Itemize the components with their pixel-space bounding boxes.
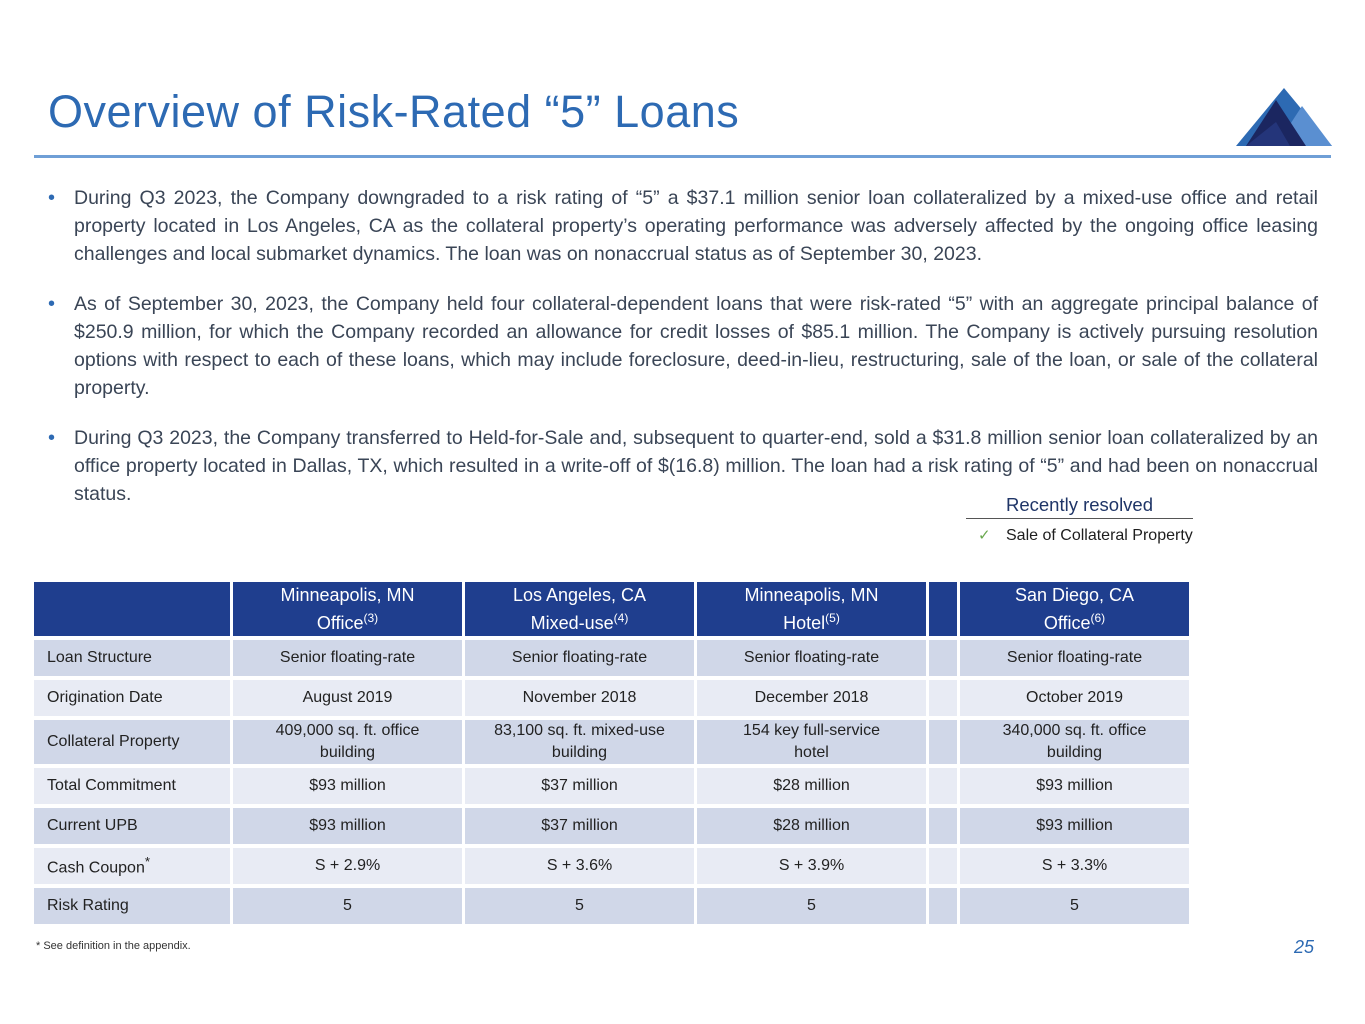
column-city: Minneapolis, MN bbox=[744, 584, 879, 605]
table-cell: $37 million bbox=[465, 808, 694, 844]
table-cell: S + 3.9% bbox=[697, 848, 926, 884]
bullet-dot: • bbox=[48, 427, 56, 449]
table-cell: Senior floating-rate bbox=[233, 640, 462, 676]
checkmark-icon: ✓ bbox=[978, 527, 991, 544]
column-note: (6) bbox=[1090, 610, 1106, 625]
table-cell: Senior floating-rate bbox=[697, 640, 926, 676]
table-cell: $37 million bbox=[465, 768, 694, 804]
row-label bbox=[34, 768, 230, 804]
table-cell: S + 3.6% bbox=[465, 848, 694, 884]
table-row bbox=[34, 808, 1189, 844]
row-label-text: Risk Rating bbox=[47, 897, 129, 914]
column-header bbox=[697, 582, 926, 636]
table-cell: 340,000 sq. ft. office building bbox=[960, 720, 1189, 764]
table-cell: October 2019 bbox=[960, 680, 1189, 716]
table-row bbox=[34, 888, 1189, 924]
gap-cell bbox=[929, 888, 957, 924]
footnote: * See definition in the appendix. bbox=[36, 940, 191, 952]
bullet-text: During Q3 2023, the Company downgraded to a risk rating of “5” a $37.1 million senior loan collateralized by a mixed-use office and retail property located in Los Angeles, CA as the collateral property’s operating performance was adversely affected by the ongoing office leasing challenges and local submarket dynamics. The loan was on nonaccrual status as of September 30, 2023. bbox=[74, 187, 1318, 265]
table-row bbox=[34, 768, 1189, 804]
row-label-text: Loan Structure bbox=[47, 649, 152, 666]
table-cell: $93 million bbox=[960, 768, 1189, 804]
column-type: Mixed-use bbox=[530, 612, 614, 633]
row-label-text: Total Commitment bbox=[47, 777, 176, 794]
bullet-list bbox=[48, 184, 1318, 530]
header-blank-cell bbox=[34, 582, 230, 636]
column-type: Office bbox=[1043, 612, 1091, 633]
column-header bbox=[233, 582, 462, 636]
gap-cell bbox=[929, 640, 957, 676]
table-cell: Senior floating-rate bbox=[465, 640, 694, 676]
column-note: (5) bbox=[825, 610, 840, 625]
table-row bbox=[34, 680, 1189, 716]
bullet-item bbox=[48, 184, 1318, 268]
company-logo bbox=[1236, 88, 1332, 148]
recently-resolved-item bbox=[966, 525, 1193, 546]
bullet-dot: • bbox=[48, 293, 56, 315]
bullet-item bbox=[48, 290, 1318, 402]
table-cell: 5 bbox=[960, 888, 1189, 924]
table-cell: 154 key full-service hotel bbox=[697, 720, 926, 764]
table-cell: 409,000 sq. ft. office building bbox=[233, 720, 462, 764]
table-cell: $28 million bbox=[697, 808, 926, 844]
table-cell: Senior floating-rate bbox=[960, 640, 1189, 676]
row-label bbox=[34, 808, 230, 844]
table-row bbox=[34, 720, 1189, 764]
table-cell: November 2018 bbox=[465, 680, 694, 716]
recently-resolved-text: Sale of Collateral Property bbox=[1006, 527, 1193, 544]
column-header bbox=[960, 582, 1189, 636]
row-label bbox=[34, 888, 230, 924]
table-cell: $93 million bbox=[233, 768, 462, 804]
row-label-text: Current UPB bbox=[47, 817, 138, 834]
column-note: (4) bbox=[613, 610, 629, 625]
row-label bbox=[34, 848, 230, 884]
row-label-text: Cash Coupon bbox=[47, 859, 145, 877]
gap-cell bbox=[929, 720, 957, 764]
page-number: 25 bbox=[1294, 937, 1315, 957]
table-cell: $28 million bbox=[697, 768, 926, 804]
bullet-text: As of September 30, 2023, the Company held four collateral-dependent loans that were risk-rated “5” with an aggregate principal balance of $250.9 million, for which the Company recorded an allowance for credit losses of $85.1 million. The Company is actively pursuing resolution options with respect to each of these loans, which may include foreclosure, deed-in-lieu, restructuring, sale of the loan, or sale of the collateral property. bbox=[74, 293, 1318, 399]
table-cell: $93 million bbox=[960, 808, 1189, 844]
row-label bbox=[34, 640, 230, 676]
table-cell: S + 3.3% bbox=[960, 848, 1189, 884]
column-header bbox=[465, 582, 694, 636]
recently-resolved-box bbox=[966, 494, 1193, 546]
row-label-text: Origination Date bbox=[47, 689, 163, 706]
recently-resolved-header: Recently resolved bbox=[966, 494, 1193, 519]
bullet-text: During Q3 2023, the Company transferred to Held-for-Sale and, subsequent to quarter-end, sold a $31.8 million senior loan collateralized by an office property located in Dallas, TX, which resulted in a write-off of $(16.8) million. The loan had a risk rating of “5” and had been on nonaccrual status. bbox=[74, 427, 1318, 505]
row-label bbox=[34, 720, 230, 764]
table-cell: $93 million bbox=[233, 808, 462, 844]
gap-cell bbox=[929, 680, 957, 716]
bullet-dot: • bbox=[48, 187, 56, 209]
column-type: Office bbox=[316, 612, 364, 633]
gap-cell bbox=[929, 768, 957, 804]
column-type: Hotel bbox=[783, 612, 826, 633]
loans-table bbox=[31, 578, 1192, 928]
definition-marker: * bbox=[144, 854, 151, 870]
row-label bbox=[34, 680, 230, 716]
table-cell: 5 bbox=[465, 888, 694, 924]
column-note: (3) bbox=[363, 610, 379, 625]
gap-cell bbox=[929, 808, 957, 844]
column-city: Minneapolis, MN bbox=[280, 584, 415, 605]
table-row bbox=[34, 848, 1189, 884]
table-cell: December 2018 bbox=[697, 680, 926, 716]
gap-cell bbox=[929, 848, 957, 884]
table-cell: 5 bbox=[233, 888, 462, 924]
row-label-text: Collateral Property bbox=[47, 733, 180, 750]
table-header-row bbox=[34, 582, 1189, 636]
table-row bbox=[34, 640, 1189, 676]
table-cell: August 2019 bbox=[233, 680, 462, 716]
title-divider bbox=[34, 155, 1331, 158]
table-cell: S + 2.9% bbox=[233, 848, 462, 884]
page-title: Overview of Risk-Rated “5” Loans bbox=[48, 86, 740, 137]
table-cell: 83,100 sq. ft. mixed-use building bbox=[465, 720, 694, 764]
column-city: Los Angeles, CA bbox=[512, 584, 647, 605]
table-cell: 5 bbox=[697, 888, 926, 924]
column-city: San Diego, CA bbox=[1014, 584, 1135, 605]
header-gap-cell bbox=[929, 582, 957, 636]
